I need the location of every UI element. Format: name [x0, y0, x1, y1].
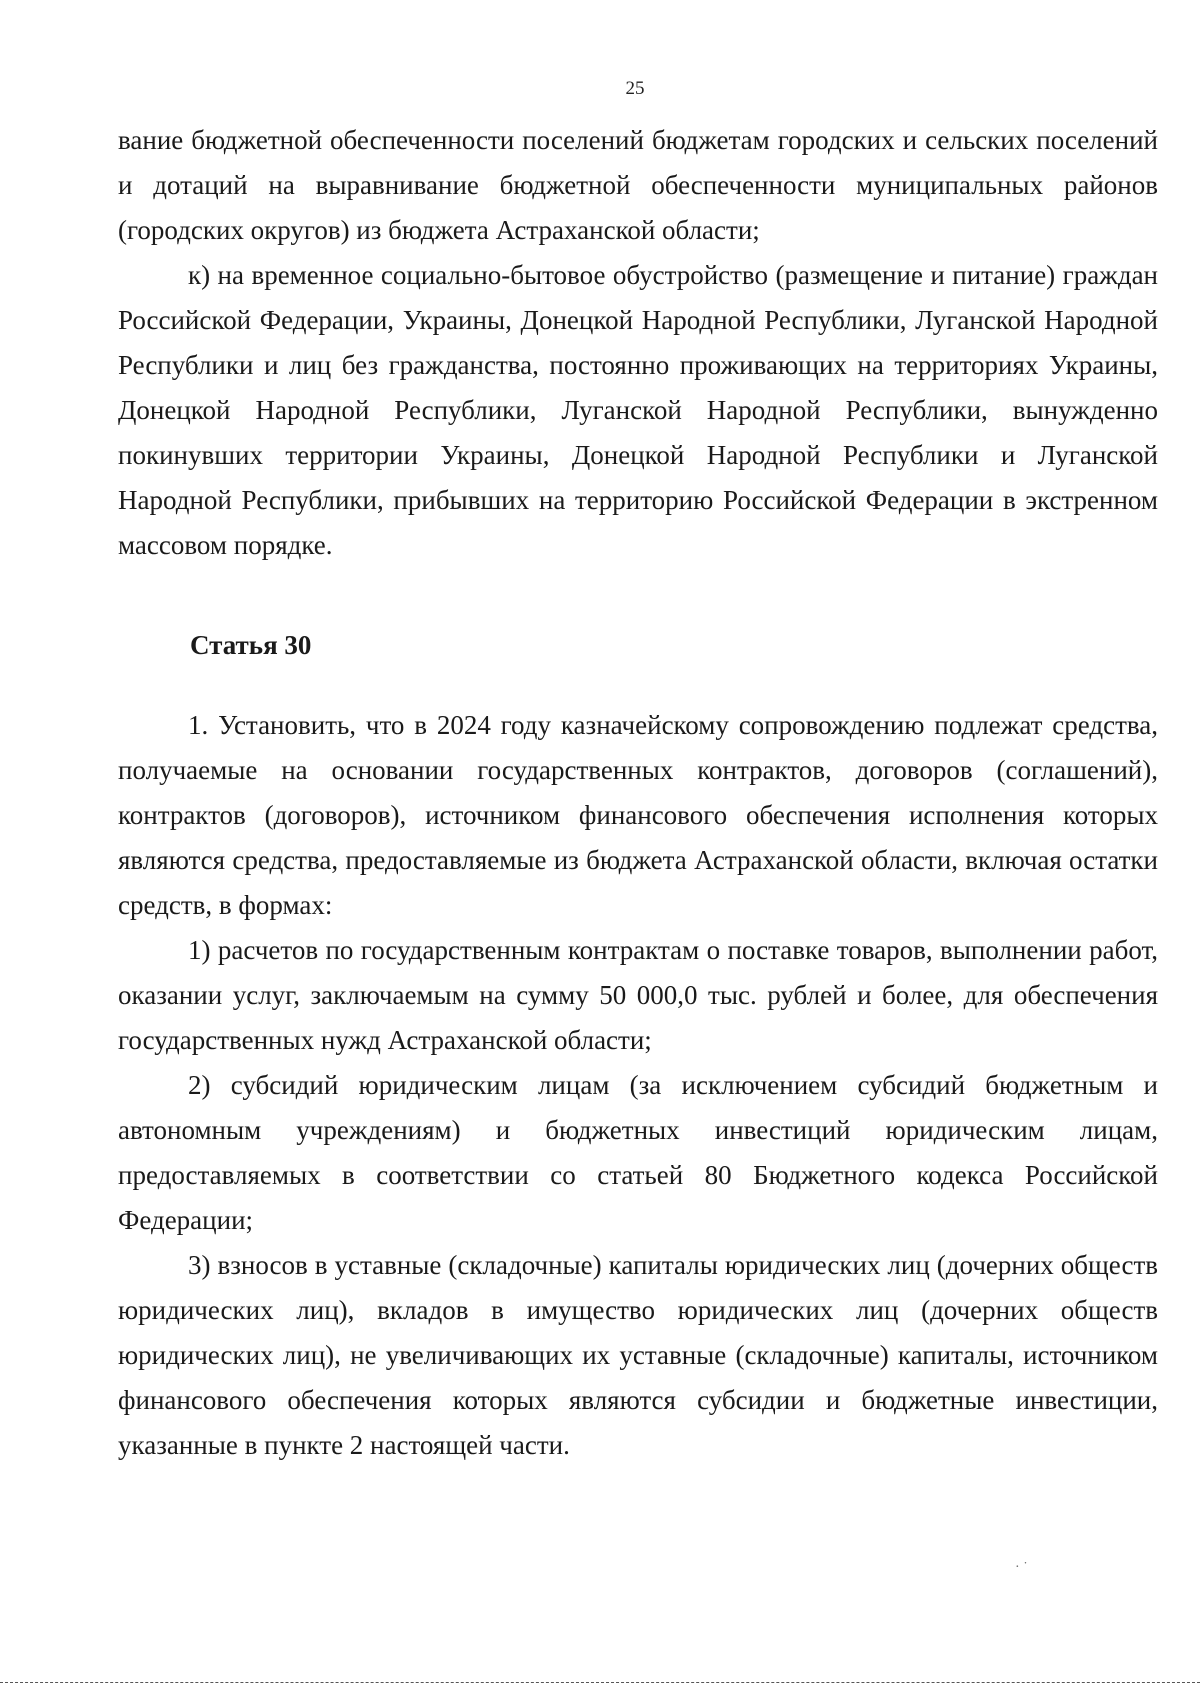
paragraph-1: 1. Установить, что в 2024 году казначейскому сопровождению подлежат средства, получаемые на основании государственных контрактов, договоров (соглашений), контрактов (договоров), источником финансового обеспечения исполнения которых являются средства, предоставляемые из бюджета Астраханской области, включая остатки средств, в формах:: [118, 710, 1158, 920]
list-item-1: 1) расчетов по государственным контрактам о поставке товаров, выполнении работ, оказании услуг, заключаемым на сумму 50 000,0 тыс. рублей и более, для обеспечения государственных нужд Астраханской области;: [118, 935, 1158, 1055]
scan-artifact: · ˙: [1015, 1560, 1028, 1575]
article-heading: Статья 30: [190, 630, 312, 660]
list-item-3: 3) взносов в уставные (складочные) капиталы юридических лиц (дочерних обществ юридических лиц), вкладов в имущество юридических лиц (дочерних обществ юридических лиц), не увеличивающих их уставные (складочные) капиталы, источником финансового обеспечения которых являются субсидии и бюджетные инвестиции, указанные в пункте 2 настоящей части.: [118, 1250, 1158, 1460]
page-number: 25: [625, 78, 645, 99]
paragraph-item-k: к) на временное социально-бытовое обустройство (размещение и питание) граждан Российской Федерации, Украины, Донецкой Народной Республики, Луганской Народной Республики и лиц без гражданства, постоянно проживающих на территориях Украины, Донецкой Народной Республики, Луганской Народной Республики, вынужденно покинувших территории Украины, Донецкой Народной Республики и Луганской Народной Республики, прибывших на территорию Российской Федерации в экстренном массовом порядке.: [118, 260, 1158, 560]
list-item-2: 2) субсидий юридическим лицам (за исключением субсидий бюджетным и автономным учреждениям) и бюджетных инвестиций юридическим лицам, предоставляемых в соответствии со статьей 80 Бюджетного кодекса Российской Федерации;: [118, 1070, 1158, 1235]
document-body: [118, 118, 1158, 1468]
paragraph-continuation: вание бюджетной обеспеченности поселений бюджетам городских и сельских поселений и дотаций на выравнивание бюджетной обеспеченности муниципальных районов (городских округов) из бюджета Астраханской области;: [118, 125, 1158, 245]
page-bottom-rule: [0, 1682, 1200, 1683]
